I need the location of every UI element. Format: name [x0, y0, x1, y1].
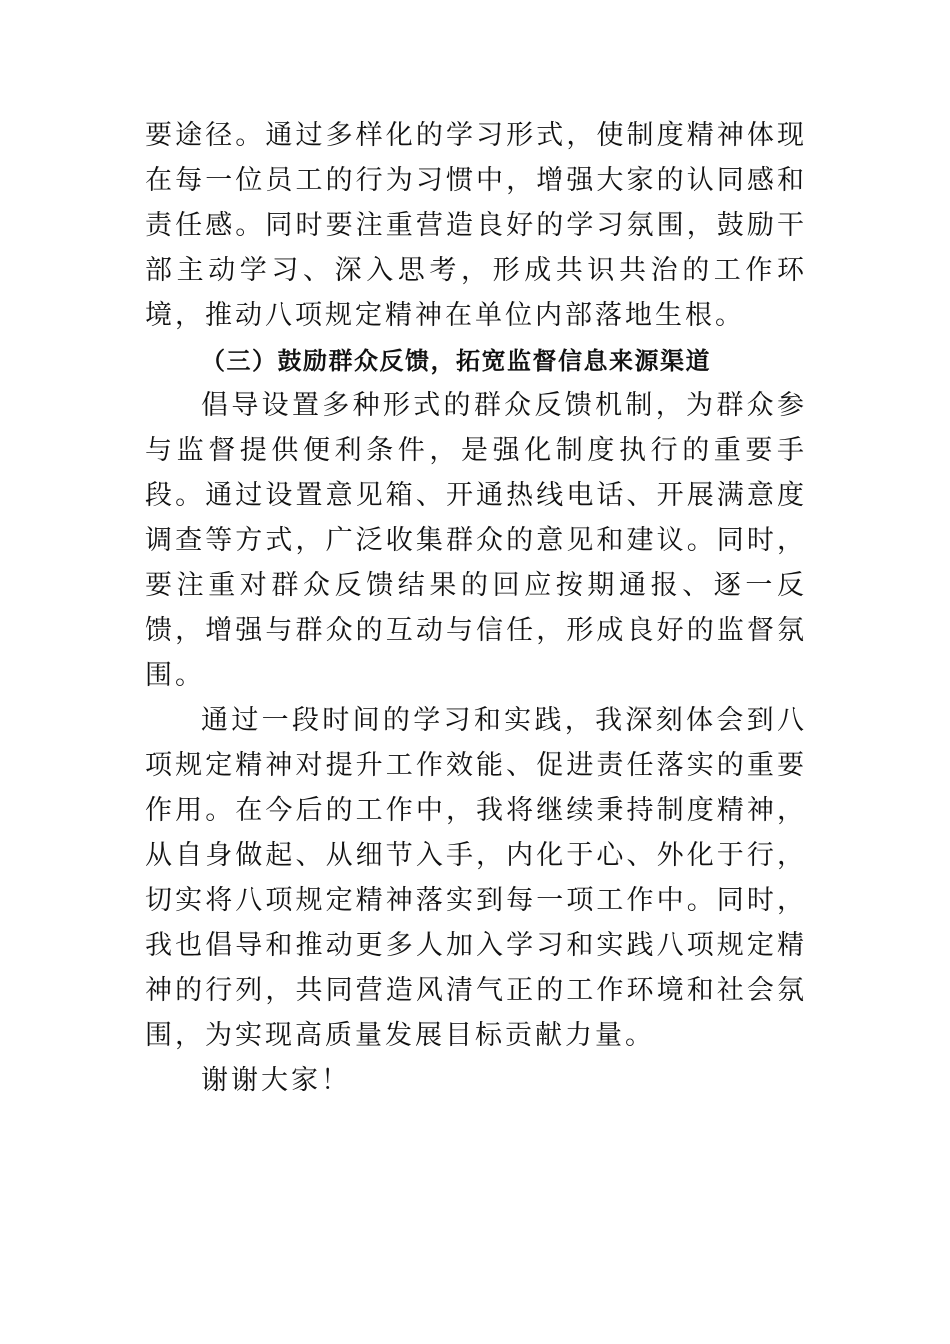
paragraph-conclusion: 通过一段时间的学习和实践，我深刻体会到八项规定精神对提升工作效能、促进责任落实的重要作用。在今后的工作中，我将继续秉持制度精神，从自身做起、从细节入手，内化于心、外化于行，切实将八项规定精神落实到每一项工作中。同时，我也倡导和推动更多人加入学习和实践八项规定精神的行列，共同营造风清气正的工作环境和社会氛围，为实现高质量发展目标贡献力量。: [145, 705, 807, 1051]
paragraph-continuation: 要途径。通过多样化的学习形式，使制度精神体现在每一位员工的行为习惯中，增强大家的认同感和责任感。同时要注重营造良好的学习氛围，鼓励干部主动学习、深入思考，形成共识共治的工作环境，推动八项规定精神在单位内部落地生根。: [145, 120, 807, 331]
document-body: [145, 113, 807, 1103]
paragraph-feedback: 倡导设置多种形式的群众反馈机制，为群众参与监督提供便利条件，是强化制度执行的重要手段。通过设置意见箱、开通热线电话、开展满意度调查等方式，广泛收集群众的意见和建议。同时，要注重对群众反馈结果的回应按期通报、逐一反馈，增强与群众的互动与信任，形成良好的监督氛围。: [145, 390, 807, 691]
closing-thanks: 谢谢大家！: [201, 1065, 351, 1096]
section-heading: （三）鼓励群众反馈，拓宽监督信息来源渠道: [201, 346, 711, 375]
